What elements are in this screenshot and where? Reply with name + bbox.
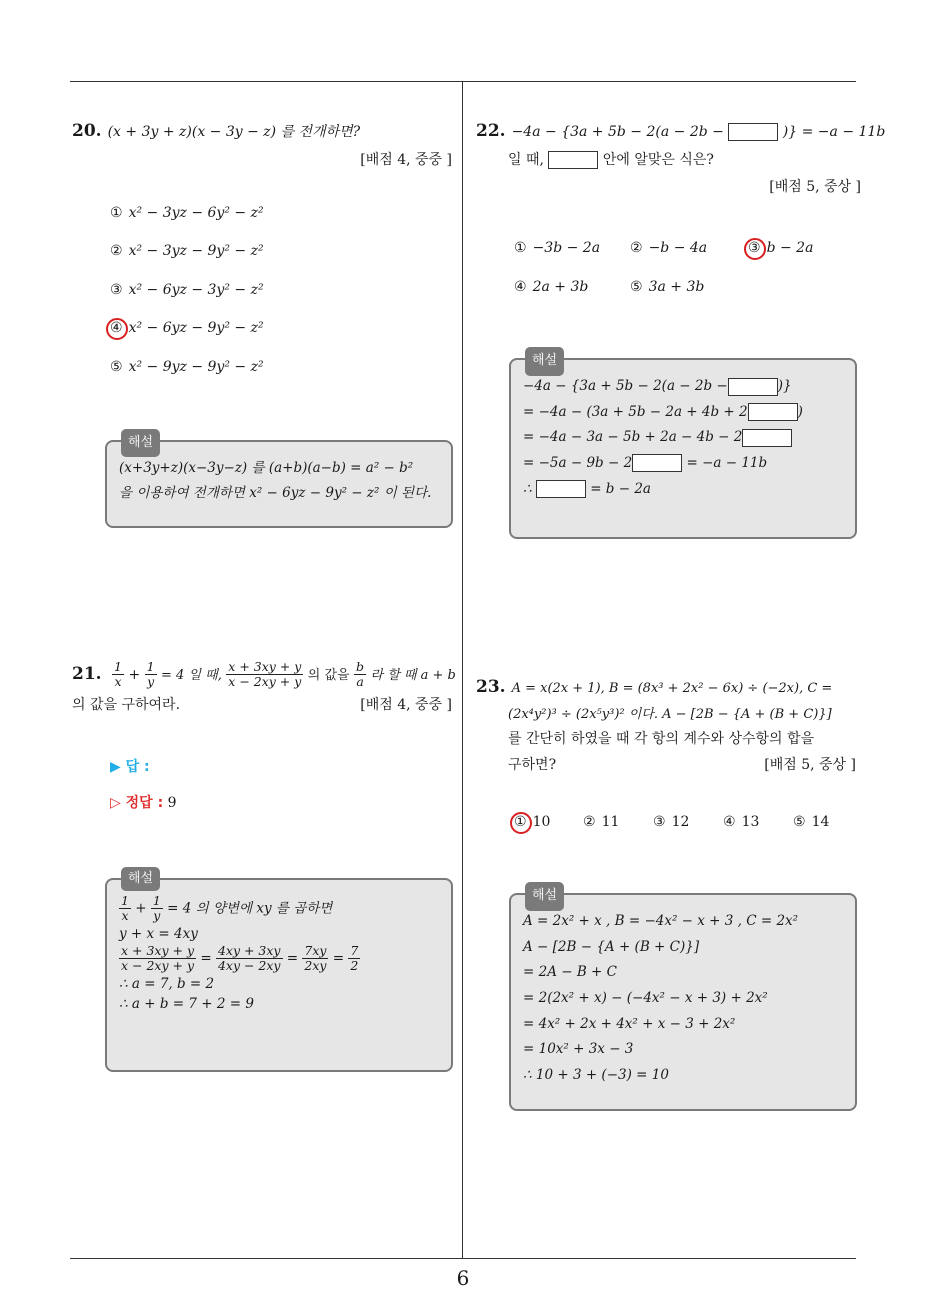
column-divider [462,82,463,1258]
question-23: 23. A = x(2x + 1), B = (8x³ + 2x² − 6x) ÷ (−2x), C = (2x⁴y²)³ ÷ (2x⁵y³)² 이다. A − [2B − {A + (B + C)}] 를 간단히 하였을 때 각 항의 계수와 상수항의 합을 구하면? [배점 5, 중상 ] [476,672,861,779]
solution-tag: 해설 [121,867,160,891]
answer-mark-circle [106,318,128,340]
question-number: 23. [476,677,506,697]
question-number: 22. [476,121,506,141]
correct-answer: ▷ 정답 : 9 [110,795,177,811]
answer-label: ▶ 답 : [110,759,150,775]
choice-3[interactable]: ③ 12 [653,814,690,830]
choice-2[interactable]: ② 11 [583,814,620,830]
choice-5[interactable]: ⑤ 3a + 3b [630,279,705,295]
choice-4[interactable]: ④ x² − 6yz − 9y² − z² [110,320,264,336]
solution-box-21: 해설 $\frac{1}{x}$ + $\frac{1}{y}$ = 4 의 양변에 xy 를 곱하면 y + x = 4xy $\frac{x + 3xy + y}{x - 2xy + y}$ = $\frac{4xy + 3xy}{4xy - 2xy}$ = $\frac{7xy}{2xy}$ = $\frac{7}{2}$ ∴ a = 7, b = 2 ∴ a + b = 7 + 2 = 9 [105,878,453,1072]
question-number: 21. [72,663,102,684]
choice-4[interactable]: ④ 2a + 3b [514,279,589,295]
question-meta: [배점 4, 중중 ] [360,152,452,169]
answer-mark-circle [744,238,766,260]
question-meta: [배점 5, 중상 ] [764,757,856,774]
solution-box-23: 해설 A = 2x² + x , B = −4x² − x + 3 , C = 2x² A − [2B − {A + (B + C)}] = 2A − B + C = 2(2x² + x) − (−4x² − x + 3) + 2x² = 4x² + 2x + 4x² + x − 3 + 2x² = 10x² + 3x − 3 ∴ 10 + 3 + (−3) = 10 [509,893,857,1111]
choice-5[interactable]: ⑤ x² − 9yz − 9y² − z² [110,359,264,375]
choice-4[interactable]: ④ 13 [723,814,760,830]
choice-3[interactable]: ③ x² − 6yz − 3y² − z² [110,282,264,298]
question-meta: [배점 4, 중중 ] [360,696,452,713]
choice-2[interactable]: ② −b − 4a [630,240,708,256]
solution-tag: 해설 [525,347,564,376]
question-stem-line2: 의 값을 구하여라. [72,696,181,713]
blank-box [548,151,598,169]
top-rule [70,81,856,82]
choice-3[interactable]: ③ b − 2a [748,240,813,256]
solution-box-20: 해설 (x+3y+z)(x−3y−z) 를 (a+b)(a−b) = a² − b² 을 이용하여 전개하면 x² − 6yz − 9y² − z² 이 된다. [105,440,453,528]
question-22: 22. −4a − {3a + 5b − 2(a − 2b − )} = −a − 11b 일 때, 안에 알맞은 식은? [배점 5, 중상 ] [476,115,861,200]
answer-mark-circle [510,812,532,834]
question-number: 20. [72,121,102,141]
question-stem: (x + 3y + z)(x − 3y − z) 를 전개하면? [107,124,361,140]
solution-tag: 해설 [121,429,160,457]
question-21: 21. $\frac{1}{x}$ + $\frac{1}{y}$ = 4 일 때, $\frac{x + 3xy + y}{x - 2xy + y}$ 의 값을 $\frac{b}{a}$ 라 할 때 a + b 의 값을 구하여라. [배점 4, 중중 ] [72,660,457,715]
solution-tag: 해설 [525,882,564,911]
blank-box [728,123,778,141]
solution-box-22: 해설 −4a − {3a + 5b − 2(a − 2b − )} = −4a − (3a + 5b − 2a + 4b + 2 ) = −4a − 3a − 5b + 2a − 4b − 2 = −5a − 9b − 2 = −a − 11b ∴ = b − 2a [509,358,857,539]
bottom-rule [70,1258,856,1259]
page-number: 6 [456,1266,470,1290]
question-20 [72,115,452,174]
choice-2[interactable]: ② x² − 3yz − 9y² − z² [110,243,264,259]
choice-1[interactable]: ① x² − 3yz − 6y² − z² [110,205,264,221]
choice-1[interactable]: ① 10 [514,814,550,830]
choice-1[interactable]: ① −3b − 2a [514,240,601,256]
question-meta: [배점 5, 중상 ] [769,178,861,195]
choice-5[interactable]: ⑤ 14 [793,814,830,830]
